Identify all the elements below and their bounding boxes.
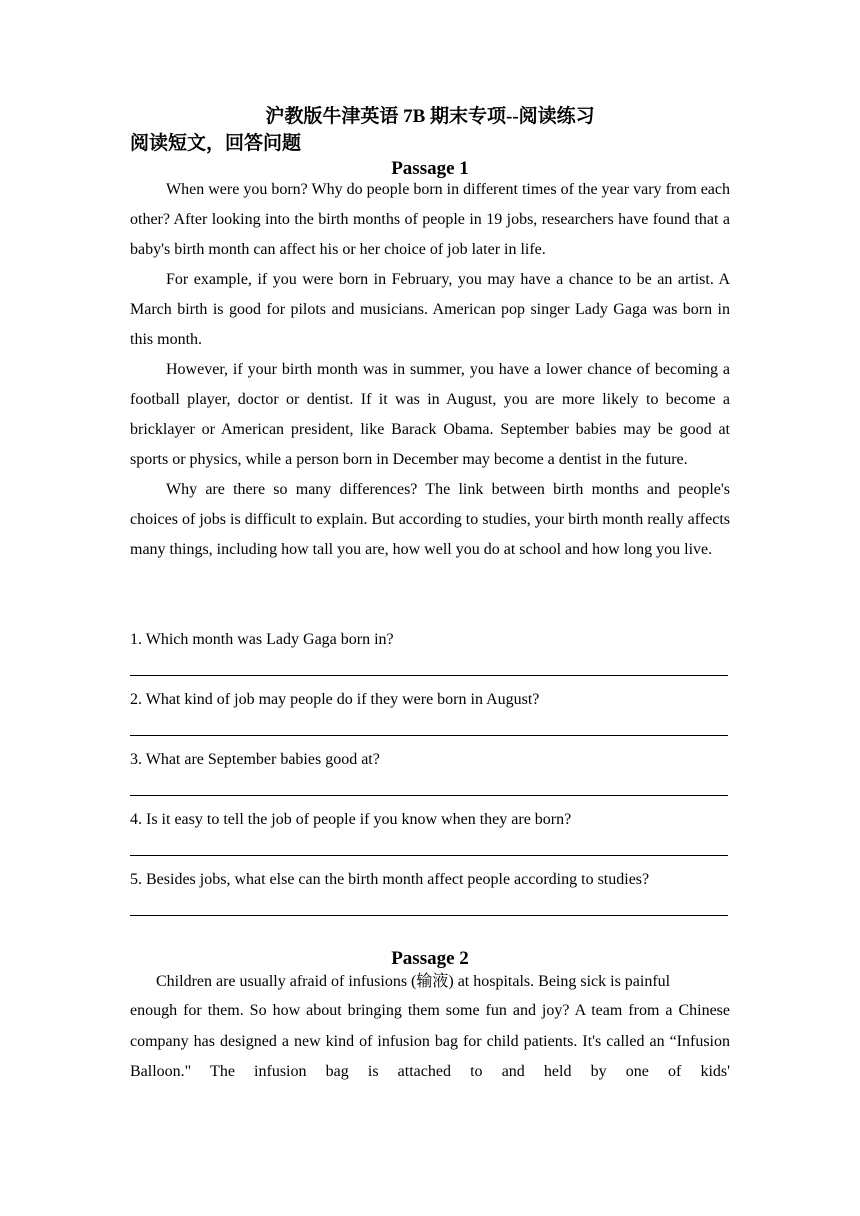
paragraph: However, if your birth month was in summer, you have a lower chance of becoming a football player, doctor or dentist. If it was in August, you are more likely to become a bricklayer or American president, like Barack Obama. September babies may be good at sports or physics, while a person born in December may become a dentist in the future. <box>130 361 730 468</box>
question-item <box>130 745 730 805</box>
passage2-body <box>130 968 730 1088</box>
paragraph: Why are there so many differences? The link between birth months and people's choices of jobs is difficult to explain. But according to studies, your birth month really affects many things, including how tall you are, how well you do at school and how long you live. <box>130 481 730 558</box>
question-item <box>130 625 730 685</box>
question-text: 2. What kind of job may people do if they were born in August? <box>130 691 540 708</box>
answer-line[interactable] <box>130 795 728 796</box>
question-text: 3. What are September babies good at? <box>130 751 380 768</box>
question-text: 1. Which month was Lady Gaga born in? <box>130 631 394 648</box>
answer-line[interactable] <box>130 915 728 916</box>
answer-line[interactable] <box>130 675 728 676</box>
passage2-title: Passage 2 <box>391 948 469 969</box>
paragraph: When were you born? Why do people born in different times of the year vary from each other? After looking into the birth months of people in 19 jobs, researchers have found that a baby's birth month can affect his or her choice of job later in life. <box>130 181 730 258</box>
document-title: 沪教版牛津英语 7B 期末专项--阅读练习 <box>265 106 595 127</box>
question-item <box>130 685 730 745</box>
paragraph: For example, if you were born in February, you may have a chance to be an artist. A March birth is good for pilots and musicians. American pop singer Lady Gaga was born in this month. <box>130 271 730 348</box>
answer-line[interactable] <box>130 735 728 736</box>
question-item <box>130 805 730 865</box>
paragraph-continuation: enough for them. So how about bringing them some fun and joy? A team from a Chinese company has designed a new kind of infusion bag for child patients. It's called an “Infusion Balloon." The infusion bag is attached to and held by one of kids' <box>130 1002 730 1080</box>
instructions: 阅读短文，回答问题 <box>130 133 302 154</box>
passage1-body <box>130 175 730 565</box>
question-item <box>130 865 730 925</box>
answer-line[interactable] <box>130 855 728 856</box>
question-text: 5. Besides jobs, what else can the birth month affect people according to studies? <box>130 871 650 888</box>
question-text: 4. Is it easy to tell the job of people if you know when they are born? <box>130 811 572 828</box>
paragraph-first-line: Children are usually afraid of infusions (输液) at hospitals. Being sick is painful <box>156 973 671 990</box>
question-list <box>130 625 730 925</box>
passage1-title: Passage 1 <box>391 158 469 179</box>
